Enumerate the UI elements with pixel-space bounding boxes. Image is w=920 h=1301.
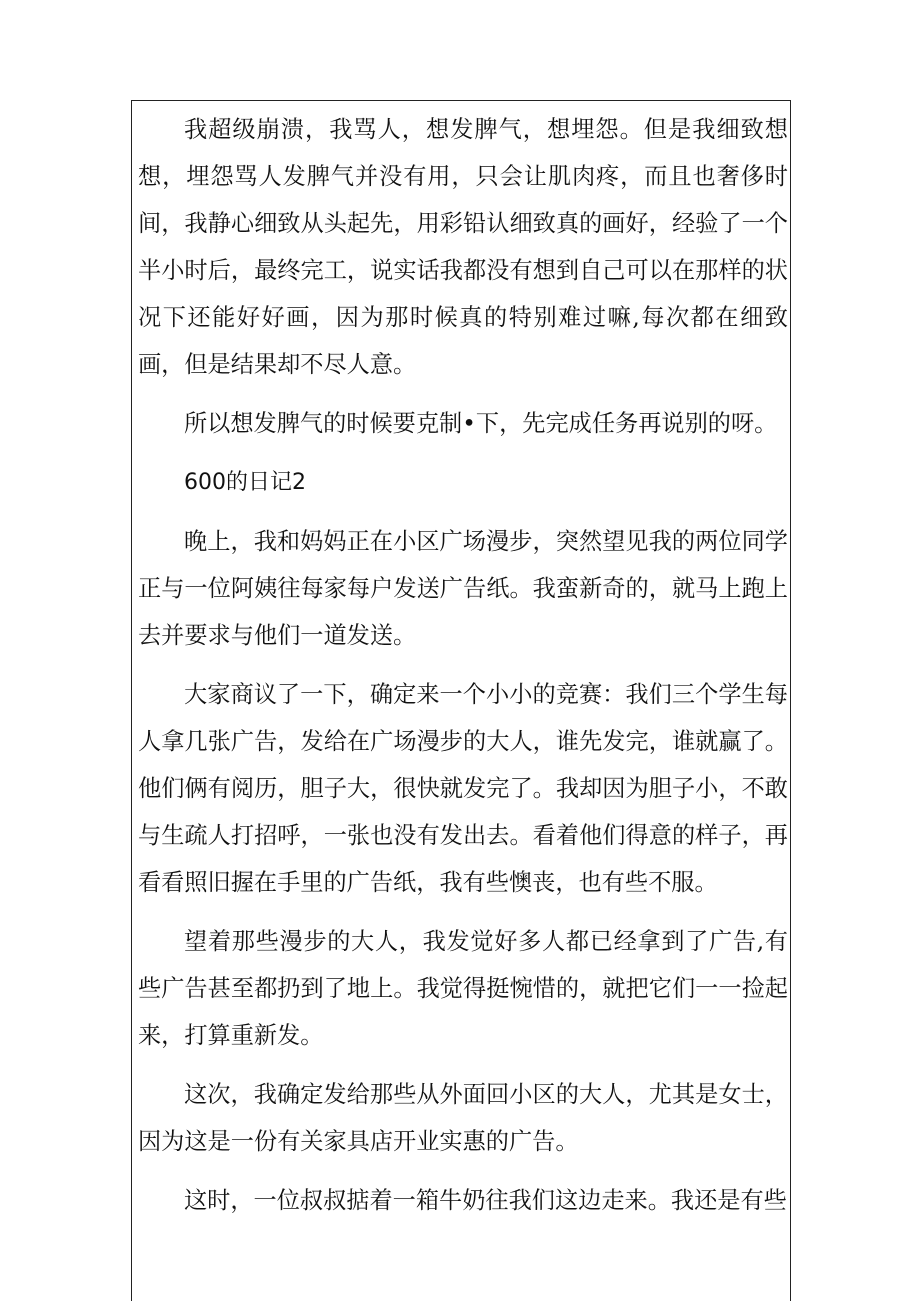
paragraph: 我超级崩溃，我骂人，想发脾气，想埋怨。但是我细致想想，埋怨骂人发脾气并没有用，只会让肌肉疼，而且也奢侈时间，我静心细致从头起先，用彩铅认细致真的画好，经验了一个半小时后，最终完工，说实话我都没有想到自己可以在那样的状况下还能好好画，因为那时候真的特别难过嘛,每次都在细致画，但是结果却不尽人意。: [138, 116, 788, 378]
document-body: [138, 106, 788, 1236]
section-heading: 600的日记2: [184, 470, 306, 495]
paragraph: 晚上，我和妈妈正在小区广场漫步，突然望见我的两位同学正与一位阿姨往每家每户发送广告纸。我蛮新奇的，就马上跑上去并要求与他们一道发送。: [138, 528, 788, 649]
paragraph: 这时，一位叔叔掂着一箱牛奶往我们这边走来。我还是有些: [184, 1187, 787, 1214]
paragraph: 望着那些漫步的大人，我发觉好多人都已经拿到了广告,有些广告甚至都扔到了地上。我觉得挺惋惜的，就把它们一一捡起来，打算重新发。: [138, 928, 788, 1049]
paragraph: 这次，我确定发给那些从外面回小区的大人，尤其是女士，因为这是一份有关家具店开业实惠的广告。: [138, 1081, 788, 1155]
paragraph: 大家商议了一下，确定来一个小小的竞赛：我们三个学生每人拿几张广告，发给在广场漫步的大人，谁先发完，谁就赢了。他们俩有阅历，胆子大，很快就发完了。我却因为胆子小，不敢与生疏人打招呼，一张也没有发出去。看着他们得意的样子，再看看照旧握在手里的广告纸，我有些懊丧，也有些不服。: [138, 681, 788, 896]
paragraph: 所以想发脾气的时候要克制•下，先完成任务再说别的呀。: [184, 410, 778, 437]
